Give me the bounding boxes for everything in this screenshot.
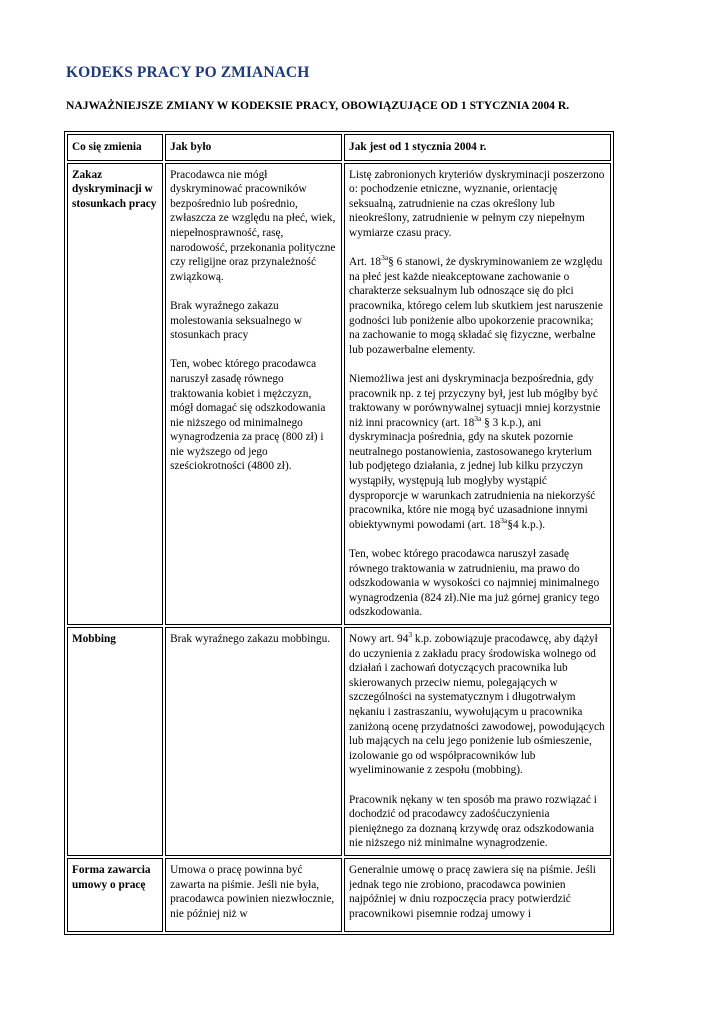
after-discrimination-p1: Listę zabronionych kryteriów dyskryminacji poszerzono o: pochodzenie etniczne, wyznanie, orientację seksualną, zatrudnienie na czas określony lub nieokreślony, zatrudnienie w pełnym czy niepełnym wymiarze czasu pracy.: [349, 168, 605, 239]
superscript: 3a: [474, 413, 482, 423]
superscript: 3a: [500, 516, 508, 526]
header-topic: Co się zmienia: [67, 134, 163, 161]
table-row-contract-form: [67, 858, 611, 932]
page-subtitle: NAJWAŻNIEJSZE ZMIANY W KODEKSIE PRACY, OBOWIĄZUJĄCE OD 1 STYCZNIA 2004 R.: [66, 99, 570, 112]
text-fragment: §4 k.p.).: [507, 518, 546, 531]
after-discrimination: [344, 163, 611, 625]
text-fragment: Niemożliwa jest ani dyskryminacja bezpośrednia, gdy pracownik np. z tej przyczyny był, jest lub mógłby być traktowany w porównywalnej sytuacji mniej korzystnie niż inni pracownicy (art. 18: [349, 372, 601, 429]
after-mobbing: [344, 627, 611, 856]
text-fragment: Art. 18: [349, 256, 382, 269]
after-mobbing-p2: Pracownik nękany w ten sposób ma prawo rozwiązać i dochodzić od pracodawcy zadośćuczynienia pieniężnego za doznaną krzywdę oraz odszkodowania nie niższego niż minimalne wynagrodzenie.: [349, 793, 597, 850]
superscript: 3a: [381, 253, 389, 263]
after-discrimination-p3: [349, 372, 606, 533]
table-row-discrimination: [67, 163, 611, 625]
superscript: 3: [408, 630, 413, 640]
before-discrimination-p3: Ten, wobec którego pracodawca naruszył zasadę równego traktowania kobiet i mężczyzn, mógł domagać się odszkodowania nie niższego od minimalnego wynagrodzenia za pracę (800 zł) i nie wyższego od jego sześciokrotności (4800 zł).: [170, 358, 326, 473]
page-title: KODEKS PRACY PO ZMIANACH: [66, 64, 310, 81]
after-contract-form-text: Generalnie umowę o pracę zawiera się na piśmie. Jeśli jednak tego nie zrobiono, pracodawca powinien najpóźniej w dniu rozpoczęcia pracy potwierdzić pracownikowi pisemnie rodzaj umowy i: [349, 863, 596, 920]
before-discrimination: [165, 163, 342, 625]
topic-mobbing: Mobbing: [67, 627, 163, 856]
changes-table: [64, 131, 614, 935]
header-before: Jak było: [165, 134, 342, 161]
header-after: Jak jest od 1 stycznia 2004 r.: [344, 134, 611, 161]
text-fragment: § 3 k.p.), ani dyskryminacja pośrednia, gdy na skutek pozornie neutralnego postanowienia, zastosowanego kryterium lub podjętego działania, z jednej lub kilku przyczyn wystąpiły, występują lub mogłyby wystąpić dysproporcje w warunkach zatrudnienia na niekorzyść pracownika, które nie mogą być uzasadnione innymi obiektywnymi powodami (art. 18: [349, 416, 596, 531]
text-fragment: k.p. zobowiązuje pracodawcę, aby dążył do uczynienia z zakładu pracy środowiska wolnego od działań i zachowań dotyczących pracownika lub skierowanych przeciw niemu, polegających w szczególności na systematycznym i długotrwałym nękaniu i zastraszaniu, wywołującym u pracownika zaniżoną ocenę przydatności zawodowej, powodujących lub mających na celu jego poniżenie lub ośmieszenie, izolowanie go od współpracowników lub wyeliminowanie z zespołu (mobbing).: [349, 633, 605, 777]
before-contract-form: [165, 858, 342, 932]
table-row-mobbing: [67, 627, 611, 856]
after-contract-form: [344, 858, 611, 932]
before-mobbing-p1: Brak wyraźnego zakazu mobbingu.: [170, 633, 331, 645]
before-discrimination-p2: Brak wyraźnego zakazu molestowania seksualnego w stosunkach pracy: [170, 299, 302, 342]
table-header-row: [67, 134, 611, 161]
topic-discrimination: Zakaz dyskryminacji w stosunkach pracy: [67, 163, 163, 625]
after-discrimination-p2: [349, 255, 606, 357]
text-fragment: § 6 stanowi, że dyskryminowaniem ze względu na płeć jest każde nieakceptowane zachowanie o charakterze seksualnym lub odnoszące się do płci pracownika, którego celem lub skutkiem jest naruszenie godności lub poniżenie albo upokorzenie pracownika; na zachowanie to mogą składać się fizyczne, werbalne lub pozawerbalne elementy.: [349, 256, 603, 356]
before-discrimination-p1: Pracodawca nie mógł dyskryminować pracowników bezpośrednio lub pośrednio, zwłaszcza ze względu na płeć, wiek, niepełnosprawność, rasę, narodowość, przekonania polityczne czy religijne oraz przynależność związkową.: [170, 168, 336, 283]
after-discrimination-p4: Ten, wobec którego pracodawca naruszył zasadę równego traktowania w zatrudnieniu, ma prawo do odszkodowania w wysokości co najmniej minimalnego wynagrodzenia (824 zł).Nie ma już górnej granicy tego odszkodowania.: [349, 548, 600, 619]
topic-contract-form: Forma zawarcia umowy o pracę: [67, 858, 163, 932]
before-mobbing: [165, 627, 342, 856]
text-fragment: Nowy art. 94: [349, 633, 409, 645]
after-mobbing-p1: [349, 632, 606, 778]
before-contract-form-text: Umowa o pracę powinna być zawarta na piśmie. Jeśli nie była, pracodawca powinien niezwłocznie, nie później niż w: [170, 863, 335, 920]
